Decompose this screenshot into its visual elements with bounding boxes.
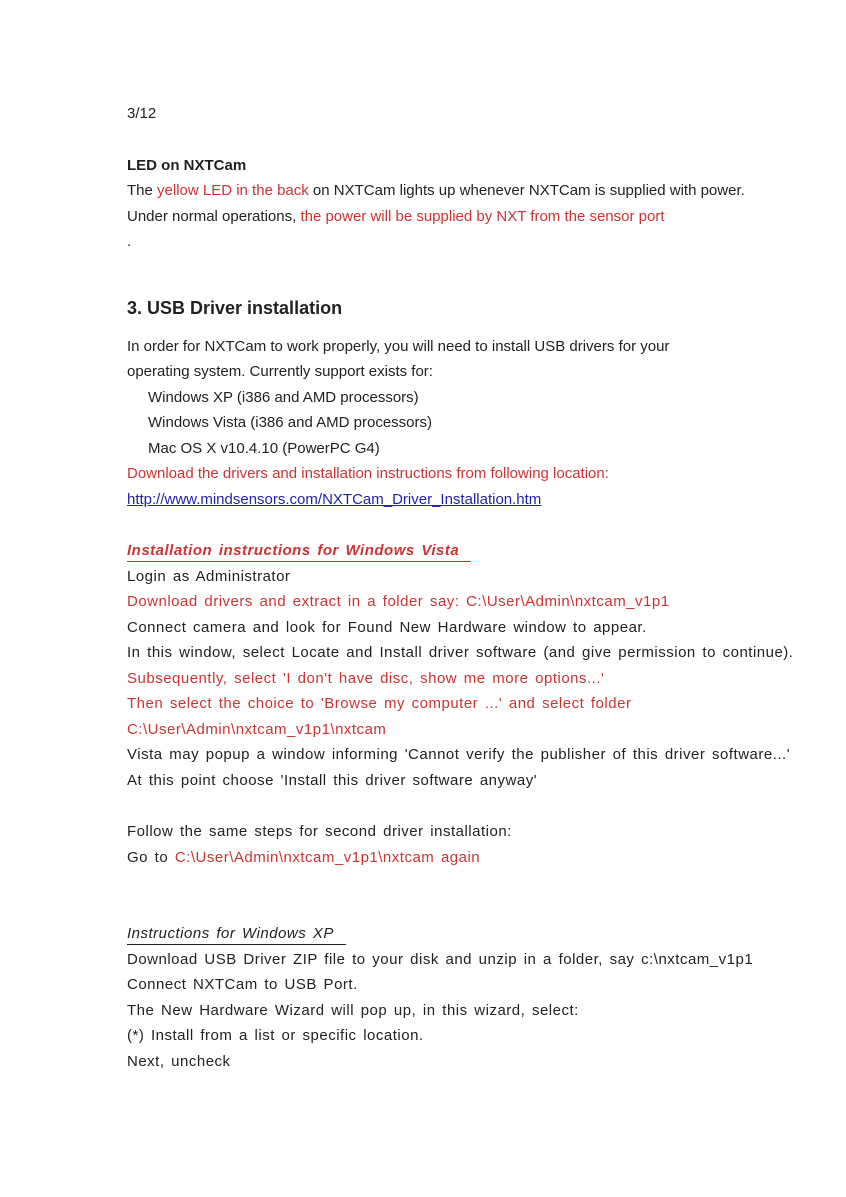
text-line: [127, 998, 806, 1024]
text-line: [127, 615, 806, 641]
vista-followup: [127, 819, 806, 870]
text-line: [127, 972, 806, 998]
text-segment: Windows XP (i386 and AMD processors): [148, 388, 419, 406]
text-line: [127, 742, 806, 768]
text-segment: Login as Administrator: [127, 567, 291, 585]
text-segment: (*) Install from a list or specific location.: [127, 1027, 424, 1044]
text-segment: Download drivers and extract in a folder say: C:\User\Admin\nxtcam_v1p1: [127, 593, 670, 610]
text-line: [127, 1049, 806, 1075]
led-section: [127, 153, 806, 255]
text-line: [127, 819, 806, 845]
text-line: [127, 1023, 806, 1049]
vista-instructions-heading: Installation instructions for Windows Vista: [127, 541, 471, 562]
text-segment: The: [127, 182, 158, 199]
xp-heading-line: [127, 921, 806, 947]
text-line: [127, 717, 806, 743]
text-line: [127, 947, 806, 973]
link-line: [127, 487, 806, 513]
vista-heading-line: [127, 538, 806, 564]
text-segment: Connect camera and look for Found New Hardware window to appear.: [127, 618, 647, 636]
usb-section-heading: 3. USB Driver installation: [127, 297, 343, 318]
text-segment: The New Hardware Wizard will pop up, in this wizard, select:: [127, 1001, 579, 1019]
text-line: [127, 204, 806, 230]
text-segment: Mac OS X v10.4.10 (PowerPC G4): [148, 439, 380, 457]
driver-download-link[interactable]: http://www.mindsensors.com/NXTCam_Driver_Installation.htm: [127, 490, 542, 508]
text-segment: .: [127, 233, 132, 250]
xp-instructions-heading: Instructions for Windows XP: [127, 924, 346, 945]
text-segment: Follow the same steps for second driver installation:: [127, 823, 512, 840]
usb-intro-paragraph: [127, 334, 806, 385]
text-line: [127, 410, 806, 436]
text-segment: C:\User\Admin\nxtcam_v1p1\nxtcam: [127, 720, 387, 738]
text-segment: Connect NXTCam to USB Port.: [127, 976, 358, 993]
text-segment: In order for NXTCam to work properly, you will need to install USB drivers for your: [127, 337, 670, 355]
text-segment: At this point choose 'Install this driver software anyway': [127, 771, 538, 789]
text-segment: Under normal operations,: [127, 207, 301, 225]
led-paragraph: [127, 178, 806, 255]
vista-instructions-section: [127, 538, 806, 870]
text-segment: on NXTCam lights up whenever NXTCam is supplied with power.: [308, 182, 745, 199]
text-line: [127, 359, 806, 385]
vista-steps: [127, 564, 806, 794]
text-line: [127, 845, 806, 871]
text-segment: Go to: [127, 848, 175, 866]
text-line: [127, 589, 806, 615]
text-line: [127, 691, 806, 717]
download-note: Download the drivers and installation instructions from following location:: [127, 465, 609, 482]
page-number: 3/12: [127, 105, 157, 122]
text-segment: C:\User\Admin\nxtcam_v1p1\nxtcam again: [174, 848, 481, 866]
usb-driver-section: [127, 295, 806, 513]
led-section-heading: LED on NXTCam: [127, 156, 247, 174]
text-line: [127, 334, 806, 360]
text-line: [127, 436, 806, 462]
text-segment: yellow LED in the back: [157, 182, 309, 199]
text-line: [127, 768, 806, 794]
text-line: [127, 385, 806, 411]
text-segment: In this window, select Locate and Install driver software (and give permission to continue).: [127, 644, 794, 661]
text-segment: operating system. Currently support exists for:: [127, 363, 433, 380]
text-segment: Next, uncheck: [127, 1052, 231, 1070]
text-segment: Then select the choice to 'Browse my computer ...' and select folder: [127, 695, 632, 712]
text-segment: the power will be supplied by NXT from the sensor port: [300, 207, 665, 225]
text-segment: Subsequently, select 'I don't have disc, show me more options...': [127, 669, 605, 687]
text-segment: Vista may popup a window informing 'Cannot verify the publisher of this driver software...': [127, 746, 791, 763]
xp-steps: [127, 947, 806, 1075]
text-segment: Download USB Driver ZIP file to your disk and unzip in a folder, say c:\nxtcam_v1p1: [127, 950, 754, 968]
text-line: [127, 564, 806, 590]
xp-instructions-section: [127, 921, 806, 1074]
supported-os-list: [127, 385, 806, 462]
text-line: [127, 178, 806, 204]
text-segment: Windows Vista (i386 and AMD processors): [148, 414, 433, 431]
text-line: [127, 666, 806, 692]
text-line: [127, 640, 806, 666]
text-line: [127, 229, 806, 255]
